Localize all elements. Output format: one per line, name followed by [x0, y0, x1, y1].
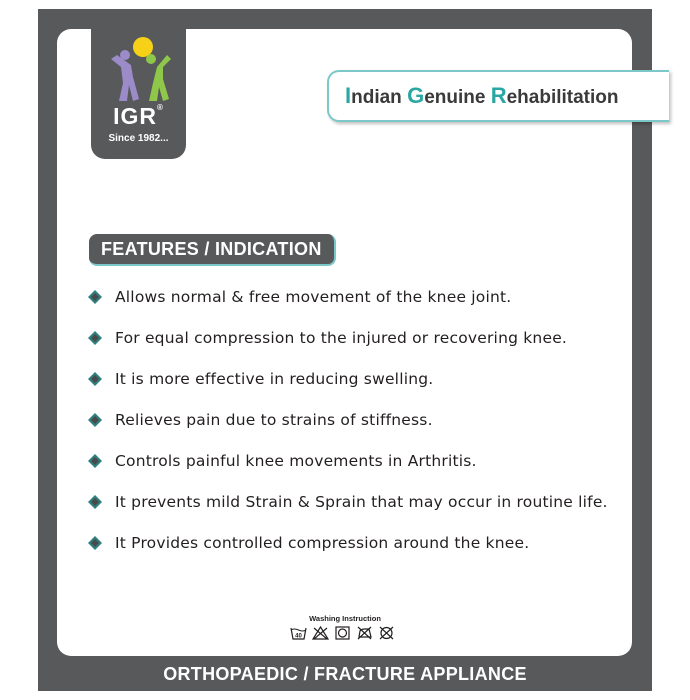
no-bleach-icon [312, 626, 329, 640]
brand-cap-1: I [345, 83, 352, 108]
logo-wordmark: IGR® [113, 103, 164, 129]
list-item [88, 358, 628, 399]
brand-rest-2: enuine [424, 87, 491, 108]
list-item [88, 317, 628, 358]
feature-text: It Provides controlled compression around the knee. [115, 533, 530, 552]
brand-name [345, 83, 619, 109]
diamond-bullet-icon [88, 331, 102, 345]
diamond-bullet-icon [88, 372, 102, 386]
wash-temp: 40 [295, 633, 302, 640]
diamond-bullet-icon [88, 290, 102, 304]
tumble-dry-icon [334, 626, 351, 640]
diamond-bullet-icon [88, 495, 102, 509]
no-iron-icon [356, 626, 373, 640]
people-logo-icon [105, 33, 171, 103]
brand-banner [327, 70, 669, 122]
features-heading-text: FEATURES / INDICATION [101, 239, 322, 259]
diamond-bullet-icon [88, 454, 102, 468]
feature-text: Allows normal & free movement of the knee joint. [115, 287, 512, 306]
list-item [88, 522, 628, 563]
list-item [88, 276, 628, 317]
brand-rest-1: ndian [351, 87, 408, 108]
list-item [88, 481, 628, 522]
brand-rest-3: ehabilitation [506, 87, 619, 108]
footer-banner: ORTHOPAEDIC / FRACTURE APPLIANCE [163, 664, 527, 684]
brand-cap-2: G [407, 83, 425, 108]
washing-icons [290, 626, 400, 642]
feature-text: Relieves pain due to strains of stiffness. [115, 410, 433, 429]
list-item [88, 399, 628, 440]
features-heading [89, 234, 336, 266]
no-dry-clean-icon [378, 626, 395, 640]
feature-text: It prevents mild Strain & Sprain that may occur in routine life. [115, 492, 608, 511]
diamond-bullet-icon [88, 536, 102, 550]
logo-since: Since 1982... [108, 133, 169, 144]
feature-text: Controls painful knee movements in Arthritis. [115, 451, 477, 470]
feature-text: For equal compression to the injured or recovering knee. [115, 328, 568, 347]
igr-logo [91, 25, 186, 159]
washing-instruction-label: Washing Instruction [309, 614, 381, 623]
registered-mark: ® [156, 103, 164, 112]
feature-text: It is more effective in reducing swelling. [115, 369, 434, 388]
diamond-bullet-icon [88, 413, 102, 427]
brand-cap-3: R [490, 83, 507, 108]
features-list [88, 276, 628, 563]
wash-40-icon [290, 626, 307, 640]
list-item [88, 440, 628, 481]
